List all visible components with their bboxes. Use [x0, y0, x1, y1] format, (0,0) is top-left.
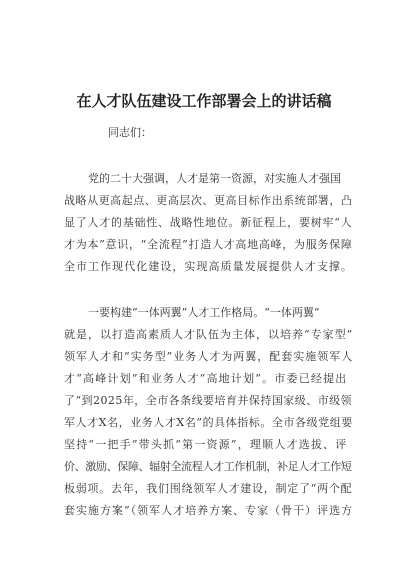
document-title: 在人才队伍建设工作部署会上的讲话稿 — [76, 92, 332, 110]
paragraph-line: 党的二十大强调，人才是第一资源，对实施人才强国 — [88, 172, 341, 185]
paragraph-line: 坚持“一把手”带头抓“第一资源”，理顺人才选拔、评 — [64, 438, 348, 451]
paragraph-line: 战略从更高起点、更高层次、更高目标作出系统部署，凸 — [64, 194, 353, 207]
paragraph-line: 了“到2025年，全市各条线要培育并保持国家级、市级领 — [64, 394, 353, 407]
paragraph-line: 显了人才的基础性、战略性地位。新征程上，要树牢“人 — [64, 216, 353, 229]
salutation: 同志们： — [108, 126, 152, 139]
paragraph-line: 才为本”意识，“全流程”打造人才高地高峰，为服务保障 — [64, 238, 353, 251]
paragraph-line: 套实施方案”（领军人才培养方案、专家（骨干）评选方 — [64, 504, 354, 517]
paragraph-line: 领军人才和“实务型”业务人才为两翼，配套实施领军人 — [64, 350, 354, 363]
paragraph-line: 就是，以打造高素质人才队伍为主体，以培养“专家型” — [64, 328, 354, 341]
paragraph-line: 板弱项。去年，我们围绕领军人才建设，制定了“两个配 — [64, 482, 353, 495]
paragraph-line: 军人才X名，业务人才X名”的具体指标。全市各级党组要 — [64, 416, 353, 429]
paragraph-line: 一要构建“一体两翼”人才工作格局。“一体两翼” — [88, 306, 320, 319]
paragraph-line: 才“高峰计划”和业务人才“高地计划”。市委已经提出 — [64, 372, 348, 385]
paragraph-line: 价、激励、保障、辐射全流程人才工作机制，补足人才工作短 — [64, 460, 352, 473]
paragraph-line: 全市工作现代化建设，实现高质量发展提供人才支撑。 — [64, 260, 353, 273]
